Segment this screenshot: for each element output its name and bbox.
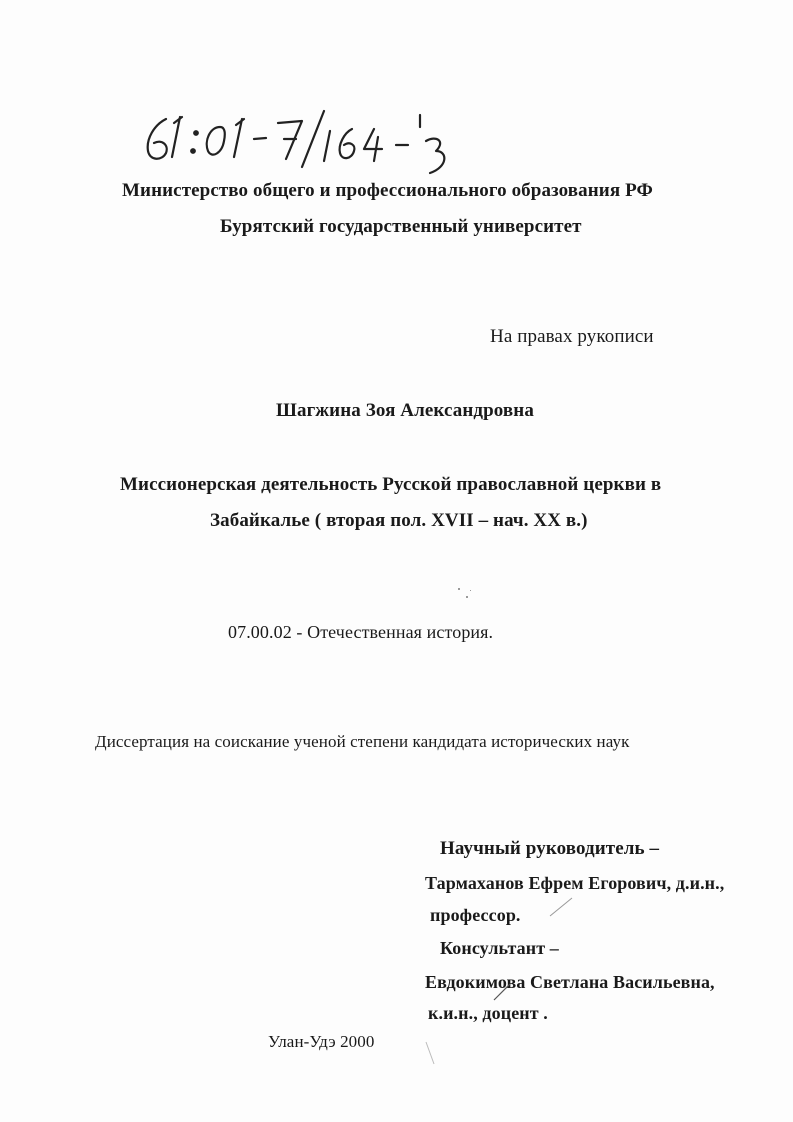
dissertation-title-line-1: Миссионерская деятельность Русской православной церкви в (120, 474, 662, 495)
ministry-heading: Министерство общего и профессионального образования РФ (122, 180, 653, 201)
university-heading: Бурятский государственный университет (220, 216, 582, 237)
consultant-name: Евдокимова Светлана Васильевна, (425, 972, 715, 992)
archive-code-handwriting (138, 105, 468, 185)
scan-speck (466, 596, 468, 598)
consultant-rank: к.и.н., доцент . (428, 1003, 548, 1023)
supervisor-name: Тармаханов Ефрем Егорович, д.и.н., (425, 873, 725, 893)
degree-statement: Диссертация на соискание ученой степени кандидата исторических наук (95, 732, 630, 751)
city-year: Улан-Удэ 2000 (268, 1032, 375, 1051)
archive-code-drawing (138, 105, 468, 185)
dissertation-title-line-2: Забайкалье ( вторая пол. XVII – нач. XX в.) (210, 510, 588, 531)
supervisor-label: Научный руководитель – (440, 838, 660, 859)
author-name: Шагжина Зоя Александровна (276, 400, 534, 421)
scan-speck (458, 588, 460, 590)
scan-speck (470, 590, 471, 591)
supervisor-rank: профессор. (430, 905, 521, 925)
consultant-label: Консультант – (440, 938, 559, 958)
manuscript-note: На правах рукописи (490, 326, 654, 347)
specialty-code: 07.00.02 - Отечественная история. (228, 622, 494, 642)
scan-line-mark (424, 1040, 438, 1066)
pen-stroke-mark (548, 896, 574, 918)
pen-stroke-mark (492, 982, 512, 1002)
